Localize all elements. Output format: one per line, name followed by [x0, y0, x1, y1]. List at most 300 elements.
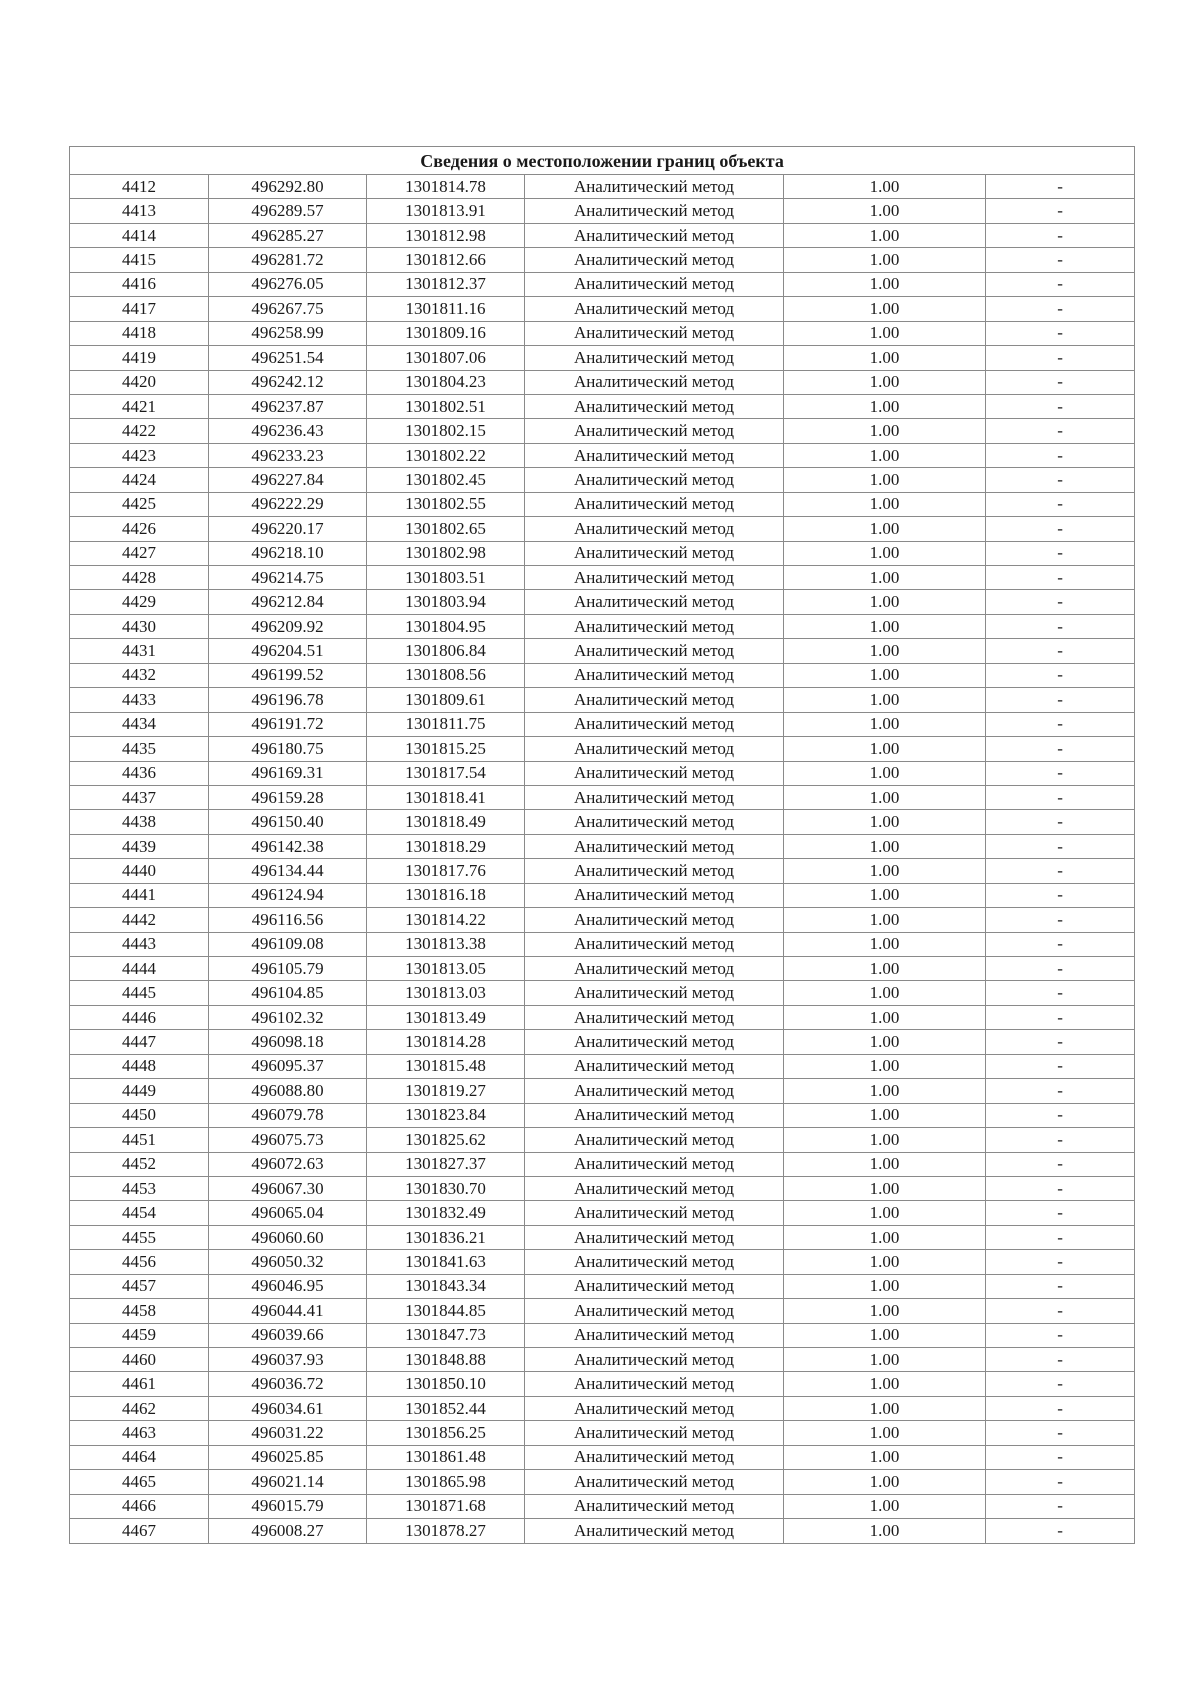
- accuracy-cell: 1.00: [784, 1128, 986, 1152]
- y-coordinate-cell: 1301812.98: [367, 223, 525, 247]
- y-coordinate-cell: 1301836.21: [367, 1225, 525, 1249]
- description-cell: -: [986, 1152, 1135, 1176]
- x-coordinate-cell: 496034.61: [209, 1396, 367, 1420]
- method-cell: Аналитический метод: [525, 590, 784, 614]
- accuracy-cell: 1.00: [784, 1445, 986, 1469]
- description-cell: -: [986, 1225, 1135, 1249]
- description-cell: -: [986, 1030, 1135, 1054]
- y-coordinate-cell: 1301847.73: [367, 1323, 525, 1347]
- description-cell: -: [986, 468, 1135, 492]
- x-coordinate-cell: 496169.31: [209, 761, 367, 785]
- accuracy-cell: 1.00: [784, 957, 986, 981]
- table-body: [70, 175, 1135, 1544]
- method-cell: Аналитический метод: [525, 346, 784, 370]
- accuracy-cell: 1.00: [784, 761, 986, 785]
- point-number-cell: 4432: [70, 663, 209, 687]
- accuracy-cell: 1.00: [784, 908, 986, 932]
- x-coordinate-cell: 496227.84: [209, 468, 367, 492]
- point-number-cell: 4437: [70, 785, 209, 809]
- method-cell: Аналитический метод: [525, 1225, 784, 1249]
- y-coordinate-cell: 1301878.27: [367, 1519, 525, 1543]
- x-coordinate-cell: 496267.75: [209, 297, 367, 321]
- table-row: [70, 1005, 1135, 1029]
- table-row: [70, 1030, 1135, 1054]
- accuracy-cell: 1.00: [784, 688, 986, 712]
- accuracy-cell: 1.00: [784, 1005, 986, 1029]
- accuracy-cell: 1.00: [784, 1396, 986, 1420]
- y-coordinate-cell: 1301817.54: [367, 761, 525, 785]
- description-cell: -: [986, 1372, 1135, 1396]
- description-cell: -: [986, 223, 1135, 247]
- point-number-cell: 4456: [70, 1250, 209, 1274]
- description-cell: -: [986, 1103, 1135, 1127]
- x-coordinate-cell: 496031.22: [209, 1421, 367, 1445]
- accuracy-cell: 1.00: [784, 1250, 986, 1274]
- table-row: [70, 1519, 1135, 1543]
- method-cell: Аналитический метод: [525, 688, 784, 712]
- point-number-cell: 4413: [70, 199, 209, 223]
- accuracy-cell: 1.00: [784, 1030, 986, 1054]
- y-coordinate-cell: 1301815.48: [367, 1054, 525, 1078]
- description-cell: -: [986, 590, 1135, 614]
- point-number-cell: 4466: [70, 1494, 209, 1518]
- description-cell: -: [986, 321, 1135, 345]
- x-coordinate-cell: 496088.80: [209, 1079, 367, 1103]
- y-coordinate-cell: 1301850.10: [367, 1372, 525, 1396]
- y-coordinate-cell: 1301823.84: [367, 1103, 525, 1127]
- method-cell: Аналитический метод: [525, 1201, 784, 1225]
- y-coordinate-cell: 1301806.84: [367, 639, 525, 663]
- description-cell: -: [986, 614, 1135, 638]
- x-coordinate-cell: 496214.75: [209, 566, 367, 590]
- table-row: [70, 468, 1135, 492]
- x-coordinate-cell: 496015.79: [209, 1494, 367, 1518]
- accuracy-cell: 1.00: [784, 1225, 986, 1249]
- point-number-cell: 4460: [70, 1348, 209, 1372]
- y-coordinate-cell: 1301818.41: [367, 785, 525, 809]
- table-row: [70, 590, 1135, 614]
- x-coordinate-cell: 496095.37: [209, 1054, 367, 1078]
- accuracy-cell: 1.00: [784, 1519, 986, 1543]
- description-cell: -: [986, 566, 1135, 590]
- y-coordinate-cell: 1301814.78: [367, 175, 525, 199]
- table-row: [70, 248, 1135, 272]
- x-coordinate-cell: 496150.40: [209, 810, 367, 834]
- method-cell: Аналитический метод: [525, 1494, 784, 1518]
- description-cell: -: [986, 248, 1135, 272]
- method-cell: Аналитический метод: [525, 272, 784, 296]
- description-cell: -: [986, 443, 1135, 467]
- accuracy-cell: 1.00: [784, 932, 986, 956]
- table-row: [70, 272, 1135, 296]
- table-row: [70, 1054, 1135, 1078]
- method-cell: Аналитический метод: [525, 981, 784, 1005]
- description-cell: -: [986, 1274, 1135, 1298]
- point-number-cell: 4454: [70, 1201, 209, 1225]
- method-cell: Аналитический метод: [525, 639, 784, 663]
- point-number-cell: 4446: [70, 1005, 209, 1029]
- method-cell: Аналитический метод: [525, 1250, 784, 1274]
- method-cell: Аналитический метод: [525, 908, 784, 932]
- x-coordinate-cell: 496159.28: [209, 785, 367, 809]
- method-cell: Аналитический метод: [525, 663, 784, 687]
- description-cell: -: [986, 517, 1135, 541]
- point-number-cell: 4425: [70, 492, 209, 516]
- table-row: [70, 1103, 1135, 1127]
- point-number-cell: 4428: [70, 566, 209, 590]
- method-cell: Аналитический метод: [525, 541, 784, 565]
- x-coordinate-cell: 496109.08: [209, 932, 367, 956]
- method-cell: Аналитический метод: [525, 248, 784, 272]
- description-cell: -: [986, 492, 1135, 516]
- x-coordinate-cell: 496292.80: [209, 175, 367, 199]
- accuracy-cell: 1.00: [784, 810, 986, 834]
- y-coordinate-cell: 1301818.29: [367, 834, 525, 858]
- y-coordinate-cell: 1301812.37: [367, 272, 525, 296]
- description-cell: -: [986, 419, 1135, 443]
- x-coordinate-cell: 496039.66: [209, 1323, 367, 1347]
- table-row: [70, 1348, 1135, 1372]
- point-number-cell: 4430: [70, 614, 209, 638]
- point-number-cell: 4447: [70, 1030, 209, 1054]
- description-cell: -: [986, 1421, 1135, 1445]
- point-number-cell: 4467: [70, 1519, 209, 1543]
- table-header: [70, 147, 1135, 175]
- description-cell: -: [986, 932, 1135, 956]
- x-coordinate-cell: 496251.54: [209, 346, 367, 370]
- description-cell: -: [986, 883, 1135, 907]
- y-coordinate-cell: 1301841.63: [367, 1250, 525, 1274]
- y-coordinate-cell: 1301809.61: [367, 688, 525, 712]
- point-number-cell: 4415: [70, 248, 209, 272]
- point-number-cell: 4445: [70, 981, 209, 1005]
- description-cell: -: [986, 1128, 1135, 1152]
- description-cell: -: [986, 199, 1135, 223]
- y-coordinate-cell: 1301802.98: [367, 541, 525, 565]
- y-coordinate-cell: 1301871.68: [367, 1494, 525, 1518]
- method-cell: Аналитический метод: [525, 223, 784, 247]
- x-coordinate-cell: 496212.84: [209, 590, 367, 614]
- accuracy-cell: 1.00: [784, 981, 986, 1005]
- x-coordinate-cell: 496104.85: [209, 981, 367, 1005]
- point-number-cell: 4435: [70, 737, 209, 761]
- x-coordinate-cell: 496098.18: [209, 1030, 367, 1054]
- table-row: [70, 957, 1135, 981]
- method-cell: Аналитический метод: [525, 517, 784, 541]
- y-coordinate-cell: 1301827.37: [367, 1152, 525, 1176]
- accuracy-cell: 1.00: [784, 566, 986, 590]
- point-number-cell: 4441: [70, 883, 209, 907]
- y-coordinate-cell: 1301832.49: [367, 1201, 525, 1225]
- x-coordinate-cell: 496025.85: [209, 1445, 367, 1469]
- method-cell: Аналитический метод: [525, 419, 784, 443]
- point-number-cell: 4453: [70, 1176, 209, 1200]
- table-row: [70, 639, 1135, 663]
- y-coordinate-cell: 1301865.98: [367, 1470, 525, 1494]
- y-coordinate-cell: 1301802.15: [367, 419, 525, 443]
- description-cell: -: [986, 785, 1135, 809]
- accuracy-cell: 1.00: [784, 175, 986, 199]
- point-number-cell: 4417: [70, 297, 209, 321]
- method-cell: Аналитический метод: [525, 1396, 784, 1420]
- table-row: [70, 908, 1135, 932]
- method-cell: Аналитический метод: [525, 1005, 784, 1029]
- description-cell: -: [986, 981, 1135, 1005]
- description-cell: -: [986, 1348, 1135, 1372]
- description-cell: -: [986, 957, 1135, 981]
- accuracy-cell: 1.00: [784, 248, 986, 272]
- accuracy-cell: 1.00: [784, 859, 986, 883]
- description-cell: -: [986, 639, 1135, 663]
- x-coordinate-cell: 496079.78: [209, 1103, 367, 1127]
- description-cell: -: [986, 1079, 1135, 1103]
- x-coordinate-cell: 496142.38: [209, 834, 367, 858]
- y-coordinate-cell: 1301812.66: [367, 248, 525, 272]
- y-coordinate-cell: 1301809.16: [367, 321, 525, 345]
- y-coordinate-cell: 1301811.16: [367, 297, 525, 321]
- table-row: [70, 443, 1135, 467]
- table-row: [70, 566, 1135, 590]
- y-coordinate-cell: 1301813.03: [367, 981, 525, 1005]
- x-coordinate-cell: 496116.56: [209, 908, 367, 932]
- accuracy-cell: 1.00: [784, 1470, 986, 1494]
- table-row: [70, 321, 1135, 345]
- method-cell: Аналитический метод: [525, 1079, 784, 1103]
- title-row: [70, 147, 1135, 175]
- point-number-cell: 4416: [70, 272, 209, 296]
- table-row: [70, 1274, 1135, 1298]
- accuracy-cell: 1.00: [784, 1274, 986, 1298]
- x-coordinate-cell: 496075.73: [209, 1128, 367, 1152]
- description-cell: -: [986, 272, 1135, 296]
- y-coordinate-cell: 1301803.94: [367, 590, 525, 614]
- accuracy-cell: 1.00: [784, 785, 986, 809]
- method-cell: Аналитический метод: [525, 1519, 784, 1543]
- x-coordinate-cell: 496237.87: [209, 394, 367, 418]
- point-number-cell: 4442: [70, 908, 209, 932]
- y-coordinate-cell: 1301808.56: [367, 663, 525, 687]
- method-cell: Аналитический метод: [525, 834, 784, 858]
- method-cell: Аналитический метод: [525, 761, 784, 785]
- description-cell: -: [986, 810, 1135, 834]
- point-number-cell: 4450: [70, 1103, 209, 1127]
- method-cell: Аналитический метод: [525, 443, 784, 467]
- point-number-cell: 4448: [70, 1054, 209, 1078]
- point-number-cell: 4444: [70, 957, 209, 981]
- point-number-cell: 4414: [70, 223, 209, 247]
- method-cell: Аналитический метод: [525, 1152, 784, 1176]
- accuracy-cell: 1.00: [784, 737, 986, 761]
- description-cell: -: [986, 834, 1135, 858]
- x-coordinate-cell: 496209.92: [209, 614, 367, 638]
- table-row: [70, 810, 1135, 834]
- point-number-cell: 4457: [70, 1274, 209, 1298]
- y-coordinate-cell: 1301856.25: [367, 1421, 525, 1445]
- accuracy-cell: 1.00: [784, 199, 986, 223]
- table-row: [70, 223, 1135, 247]
- y-coordinate-cell: 1301807.06: [367, 346, 525, 370]
- y-coordinate-cell: 1301804.23: [367, 370, 525, 394]
- point-number-cell: 4452: [70, 1152, 209, 1176]
- accuracy-cell: 1.00: [784, 272, 986, 296]
- accuracy-cell: 1.00: [784, 1079, 986, 1103]
- accuracy-cell: 1.00: [784, 590, 986, 614]
- method-cell: Аналитический метод: [525, 566, 784, 590]
- point-number-cell: 4458: [70, 1299, 209, 1323]
- accuracy-cell: 1.00: [784, 1054, 986, 1078]
- method-cell: Аналитический метод: [525, 1054, 784, 1078]
- point-number-cell: 4429: [70, 590, 209, 614]
- table-row: [70, 663, 1135, 687]
- x-coordinate-cell: 496236.43: [209, 419, 367, 443]
- y-coordinate-cell: 1301803.51: [367, 566, 525, 590]
- point-number-cell: 4420: [70, 370, 209, 394]
- x-coordinate-cell: 496036.72: [209, 1372, 367, 1396]
- accuracy-cell: 1.00: [784, 639, 986, 663]
- method-cell: Аналитический метод: [525, 810, 784, 834]
- point-number-cell: 4423: [70, 443, 209, 467]
- description-cell: -: [986, 346, 1135, 370]
- table-title: Сведения о местоположении границ объекта: [70, 147, 1135, 175]
- method-cell: Аналитический метод: [525, 1274, 784, 1298]
- y-coordinate-cell: 1301811.75: [367, 712, 525, 736]
- method-cell: Аналитический метод: [525, 883, 784, 907]
- method-cell: Аналитический метод: [525, 1421, 784, 1445]
- y-coordinate-cell: 1301804.95: [367, 614, 525, 638]
- description-cell: -: [986, 1470, 1135, 1494]
- description-cell: -: [986, 1005, 1135, 1029]
- description-cell: -: [986, 1299, 1135, 1323]
- table-row: [70, 1128, 1135, 1152]
- accuracy-cell: 1.00: [784, 346, 986, 370]
- y-coordinate-cell: 1301817.76: [367, 859, 525, 883]
- point-number-cell: 4438: [70, 810, 209, 834]
- point-number-cell: 4465: [70, 1470, 209, 1494]
- y-coordinate-cell: 1301830.70: [367, 1176, 525, 1200]
- y-coordinate-cell: 1301813.38: [367, 932, 525, 956]
- y-coordinate-cell: 1301843.34: [367, 1274, 525, 1298]
- y-coordinate-cell: 1301813.49: [367, 1005, 525, 1029]
- x-coordinate-cell: 496242.12: [209, 370, 367, 394]
- table-row: [70, 1396, 1135, 1420]
- table-row: [70, 370, 1135, 394]
- table-row: [70, 712, 1135, 736]
- point-number-cell: 4459: [70, 1323, 209, 1347]
- description-cell: -: [986, 175, 1135, 199]
- y-coordinate-cell: 1301802.65: [367, 517, 525, 541]
- table-row: [70, 1421, 1135, 1445]
- table-row: [70, 834, 1135, 858]
- description-cell: -: [986, 712, 1135, 736]
- point-number-cell: 4424: [70, 468, 209, 492]
- x-coordinate-cell: 496285.27: [209, 223, 367, 247]
- accuracy-cell: 1.00: [784, 541, 986, 565]
- accuracy-cell: 1.00: [784, 1372, 986, 1396]
- x-coordinate-cell: 496008.27: [209, 1519, 367, 1543]
- accuracy-cell: 1.00: [784, 1494, 986, 1518]
- method-cell: Аналитический метод: [525, 957, 784, 981]
- method-cell: Аналитический метод: [525, 370, 784, 394]
- method-cell: Аналитический метод: [525, 859, 784, 883]
- method-cell: Аналитический метод: [525, 1372, 784, 1396]
- point-number-cell: 4464: [70, 1445, 209, 1469]
- accuracy-cell: 1.00: [784, 614, 986, 638]
- x-coordinate-cell: 496037.93: [209, 1348, 367, 1372]
- table-row: [70, 1250, 1135, 1274]
- y-coordinate-cell: 1301815.25: [367, 737, 525, 761]
- description-cell: -: [986, 1519, 1135, 1543]
- accuracy-cell: 1.00: [784, 297, 986, 321]
- table-row: [70, 175, 1135, 199]
- description-cell: -: [986, 663, 1135, 687]
- table-row: [70, 883, 1135, 907]
- description-cell: -: [986, 541, 1135, 565]
- x-coordinate-cell: 496046.95: [209, 1274, 367, 1298]
- x-coordinate-cell: 496065.04: [209, 1201, 367, 1225]
- description-cell: -: [986, 1494, 1135, 1518]
- x-coordinate-cell: 496204.51: [209, 639, 367, 663]
- accuracy-cell: 1.00: [784, 1299, 986, 1323]
- x-coordinate-cell: 496124.94: [209, 883, 367, 907]
- x-coordinate-cell: 496289.57: [209, 199, 367, 223]
- x-coordinate-cell: 496060.60: [209, 1225, 367, 1249]
- table-row: [70, 1323, 1135, 1347]
- point-number-cell: 4449: [70, 1079, 209, 1103]
- method-cell: Аналитический метод: [525, 932, 784, 956]
- description-cell: -: [986, 370, 1135, 394]
- table-row: [70, 1494, 1135, 1518]
- accuracy-cell: 1.00: [784, 468, 986, 492]
- table-row: [70, 981, 1135, 1005]
- table-row: [70, 1372, 1135, 1396]
- description-cell: -: [986, 1250, 1135, 1274]
- y-coordinate-cell: 1301819.27: [367, 1079, 525, 1103]
- accuracy-cell: 1.00: [784, 1323, 986, 1347]
- point-number-cell: 4433: [70, 688, 209, 712]
- description-cell: -: [986, 859, 1135, 883]
- y-coordinate-cell: 1301814.28: [367, 1030, 525, 1054]
- x-coordinate-cell: 496191.72: [209, 712, 367, 736]
- y-coordinate-cell: 1301861.48: [367, 1445, 525, 1469]
- table-row: [70, 737, 1135, 761]
- method-cell: Аналитический метод: [525, 614, 784, 638]
- method-cell: Аналитический метод: [525, 297, 784, 321]
- accuracy-cell: 1.00: [784, 1176, 986, 1200]
- table-row: [70, 785, 1135, 809]
- point-number-cell: 4412: [70, 175, 209, 199]
- x-coordinate-cell: 496281.72: [209, 248, 367, 272]
- x-coordinate-cell: 496044.41: [209, 1299, 367, 1323]
- point-number-cell: 4436: [70, 761, 209, 785]
- table-row: [70, 297, 1135, 321]
- accuracy-cell: 1.00: [784, 834, 986, 858]
- description-cell: -: [986, 737, 1135, 761]
- accuracy-cell: 1.00: [784, 223, 986, 247]
- accuracy-cell: 1.00: [784, 517, 986, 541]
- method-cell: Аналитический метод: [525, 1470, 784, 1494]
- description-cell: -: [986, 1201, 1135, 1225]
- x-coordinate-cell: 496218.10: [209, 541, 367, 565]
- y-coordinate-cell: 1301802.51: [367, 394, 525, 418]
- accuracy-cell: 1.00: [784, 443, 986, 467]
- x-coordinate-cell: 496072.63: [209, 1152, 367, 1176]
- method-cell: Аналитический метод: [525, 737, 784, 761]
- y-coordinate-cell: 1301814.22: [367, 908, 525, 932]
- accuracy-cell: 1.00: [784, 370, 986, 394]
- method-cell: Аналитический метод: [525, 199, 784, 223]
- method-cell: Аналитический метод: [525, 1030, 784, 1054]
- method-cell: Аналитический метод: [525, 1176, 784, 1200]
